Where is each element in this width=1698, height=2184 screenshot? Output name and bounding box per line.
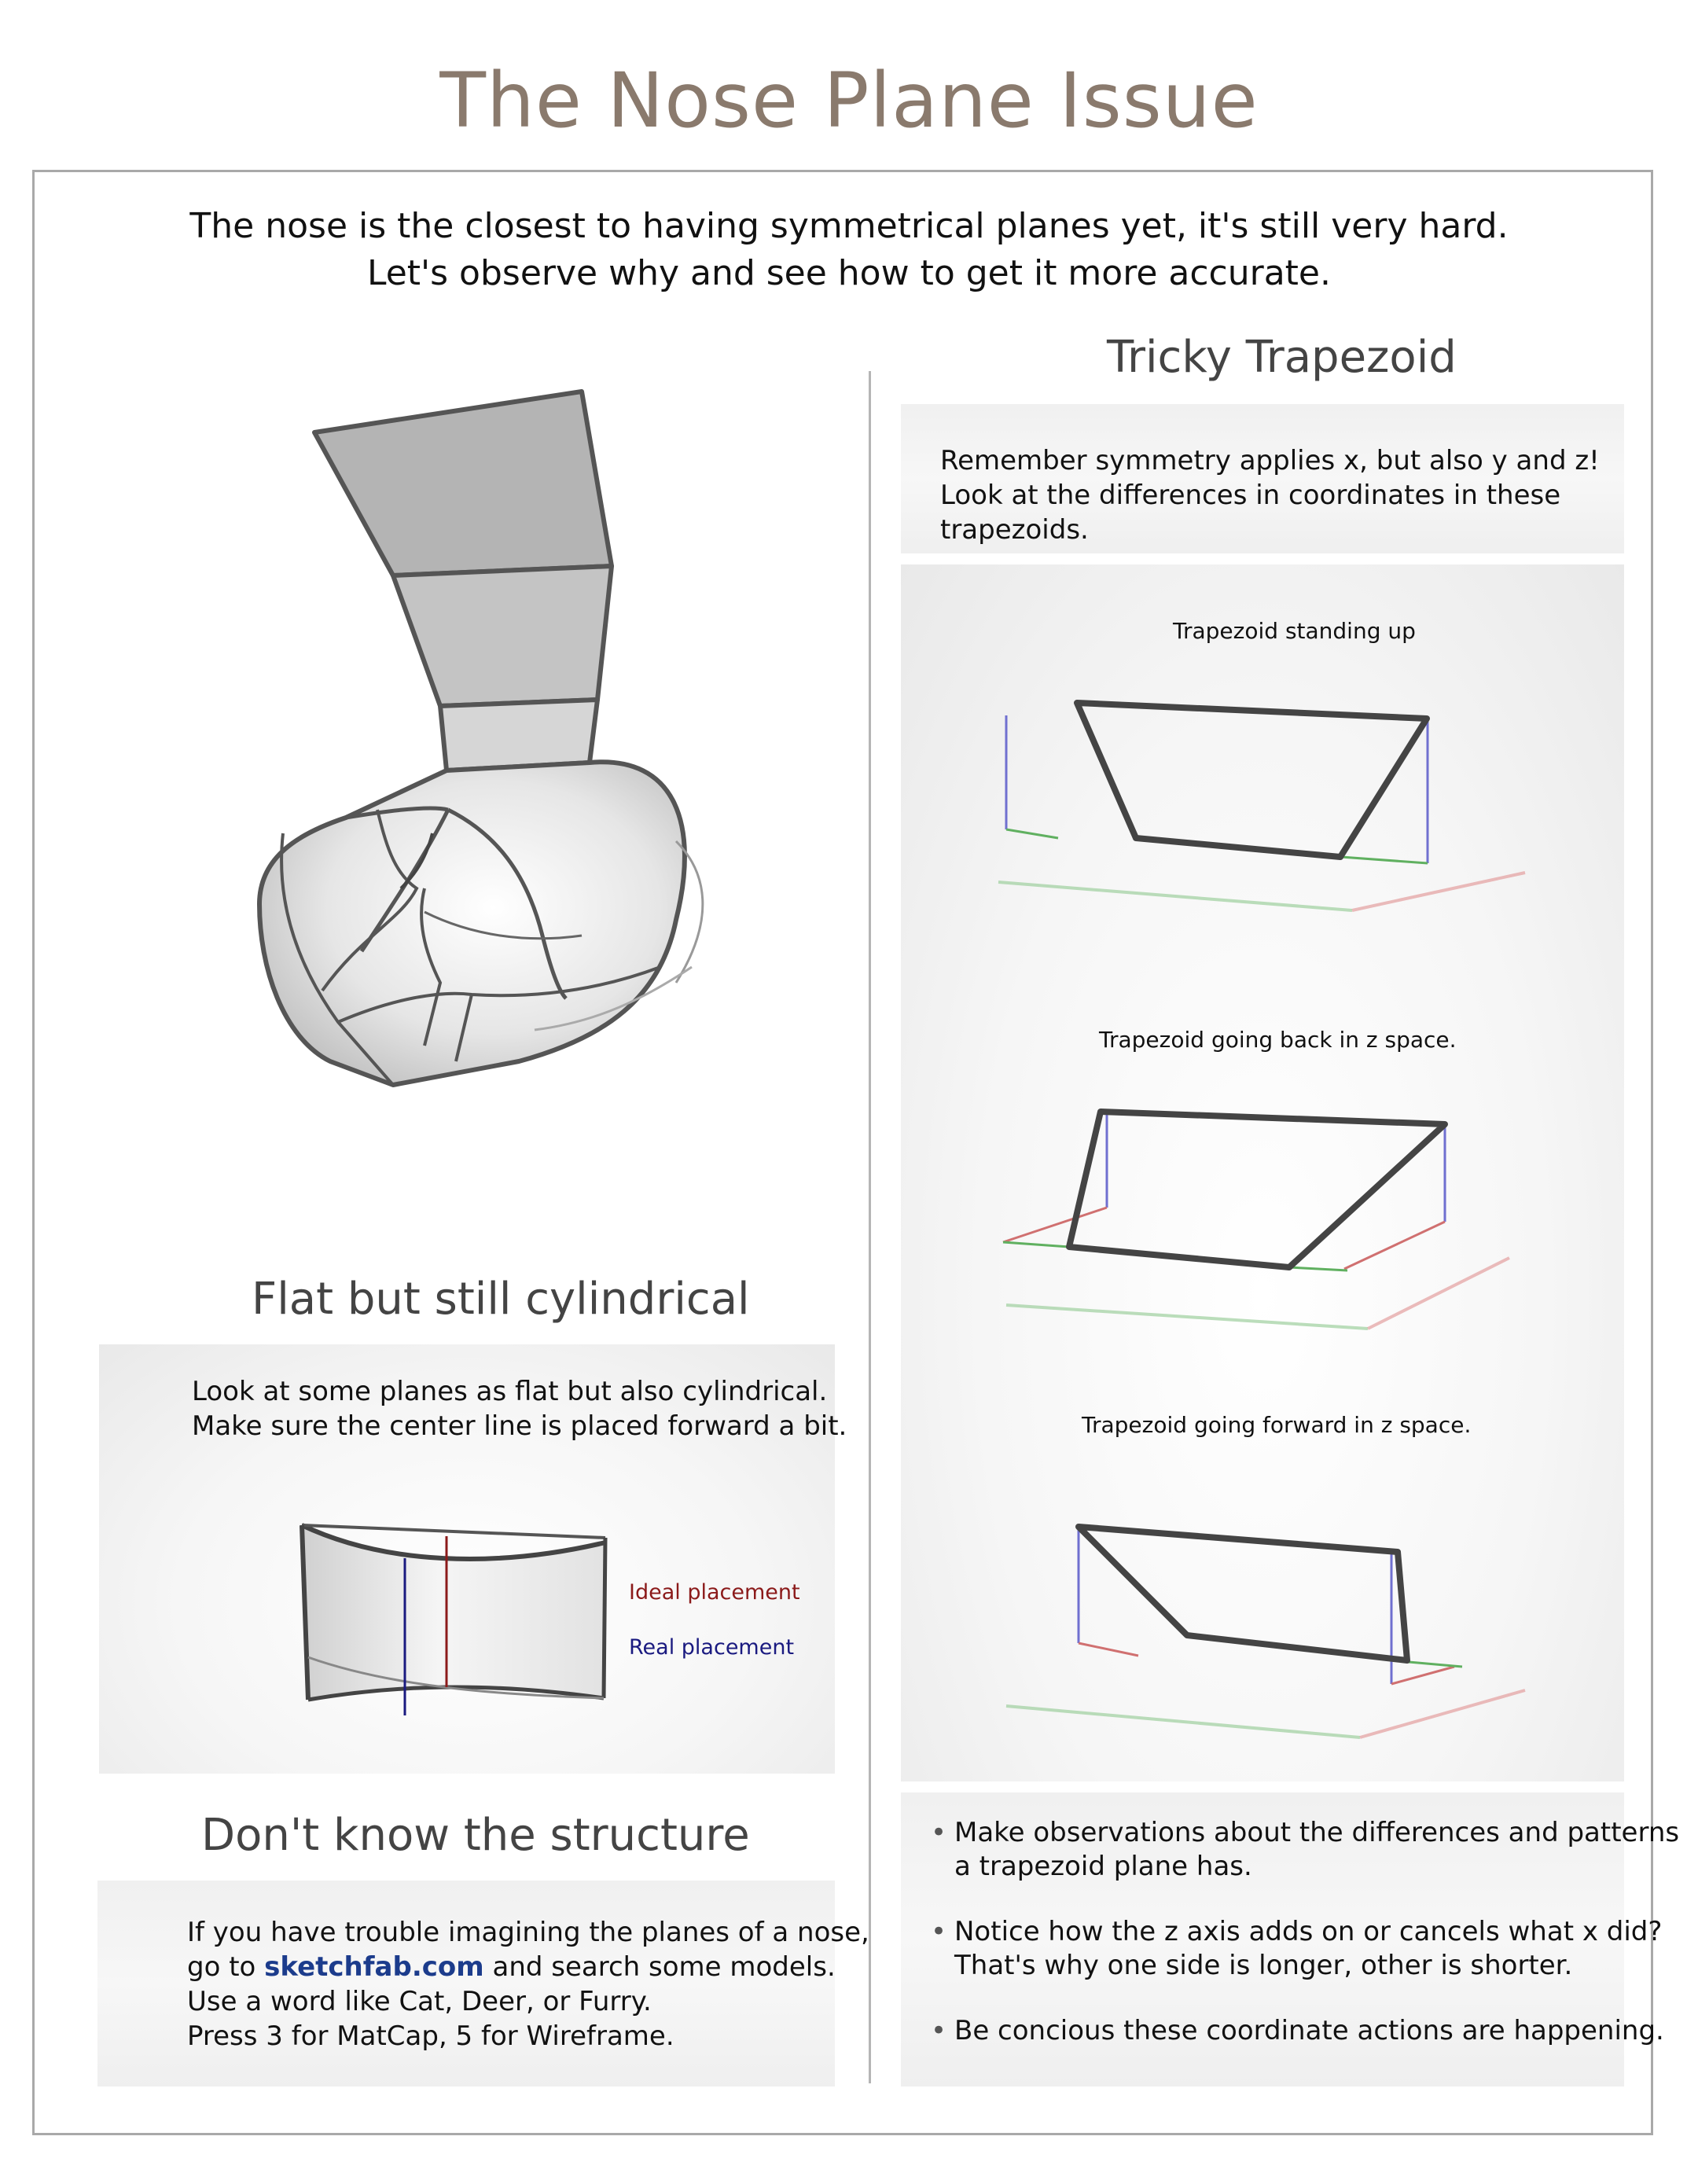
sketchfab-link[interactable]: sketchfab.com bbox=[264, 1951, 484, 1983]
trapezoid-heading: Tricky Trapezoid bbox=[1107, 332, 1457, 383]
trapezoid-standing-up bbox=[990, 700, 1541, 936]
flat-text bbox=[192, 1374, 847, 1443]
bullet-2-line-1: Notice how the z axis adds on or cancels what x did? bbox=[954, 1916, 1663, 1947]
page-title: The Nose Plane Issue bbox=[439, 57, 1259, 145]
cylinder-sketch bbox=[291, 1509, 621, 1714]
structure-line-2 bbox=[187, 1950, 869, 1984]
trapezoid-going-back bbox=[990, 1101, 1541, 1352]
structure-line-1: If you have trouble imagining the planes of a nose, bbox=[187, 1917, 869, 1948]
nose-planes-sketch bbox=[236, 370, 723, 1187]
bullet-2 bbox=[931, 1915, 1663, 1983]
caption-going-back: Trapezoid going back in z space. bbox=[1099, 1027, 1457, 1053]
nose-ball bbox=[259, 762, 685, 1085]
structure-go-to: go to bbox=[187, 1951, 256, 1983]
symmetry-note-line-1: Remember symmetry applies x, but also y and z! bbox=[940, 445, 1600, 476]
flat-text-line-2: Make sure the center line is placed forward a bit. bbox=[192, 1410, 847, 1442]
structure-heading: Don't know the structure bbox=[201, 1810, 750, 1861]
bridge-top-plane bbox=[314, 392, 612, 575]
ideal-placement-label: Ideal placement bbox=[629, 1580, 800, 1605]
bullet-3-line-1: Be concious these coordinate actions are happening. bbox=[954, 2015, 1664, 2046]
flat-text-line-1: Look at some planes as flat but also cylindrical. bbox=[192, 1376, 828, 1407]
intro-line-1: The nose is the closest to having symmetrical planes yet, it's still very hard. bbox=[189, 206, 1509, 246]
bullet-dot-icon: • bbox=[931, 2015, 947, 2046]
caption-going-forward: Trapezoid going forward in z space. bbox=[1082, 1412, 1472, 1438]
caption-standing-up: Trapezoid standing up bbox=[1173, 618, 1416, 644]
bullet-dot-icon: • bbox=[931, 1916, 947, 1947]
bullet-dot-icon: • bbox=[931, 1817, 947, 1848]
structure-text bbox=[187, 1915, 869, 2053]
bullet-1-line-2: a trapezoid plane has. bbox=[954, 1851, 1252, 1882]
symmetry-note-line-2: Look at the differences in coordinates in these trapezoids. bbox=[940, 480, 1561, 546]
bullet-1-line-1: Make observations about the differences and patterns bbox=[954, 1817, 1680, 1848]
bridge-low-plane bbox=[440, 700, 597, 770]
structure-line-3: Use a word like Cat, Deer, or Furry. bbox=[187, 1986, 652, 2017]
structure-line-4: Press 3 for MatCap, 5 for Wireframe. bbox=[187, 2020, 674, 2052]
intro-text bbox=[0, 203, 1698, 297]
symmetry-note bbox=[940, 443, 1698, 547]
column-divider bbox=[869, 371, 871, 2083]
intro-line-2: Let's observe why and see how to get it more accurate. bbox=[366, 253, 1331, 293]
bridge-mid-plane bbox=[393, 566, 612, 706]
bullet-3 bbox=[931, 2014, 1664, 2048]
flat-heading: Flat but still cylindrical bbox=[252, 1274, 750, 1325]
structure-after-link: and search some models. bbox=[492, 1951, 836, 1983]
bullet-2-line-2: That's why one side is longer, other is shorter. bbox=[954, 1950, 1573, 1981]
trapezoid-going-forward bbox=[990, 1517, 1541, 1753]
bullet-1 bbox=[931, 1816, 1680, 1884]
real-placement-label: Real placement bbox=[629, 1635, 795, 1660]
